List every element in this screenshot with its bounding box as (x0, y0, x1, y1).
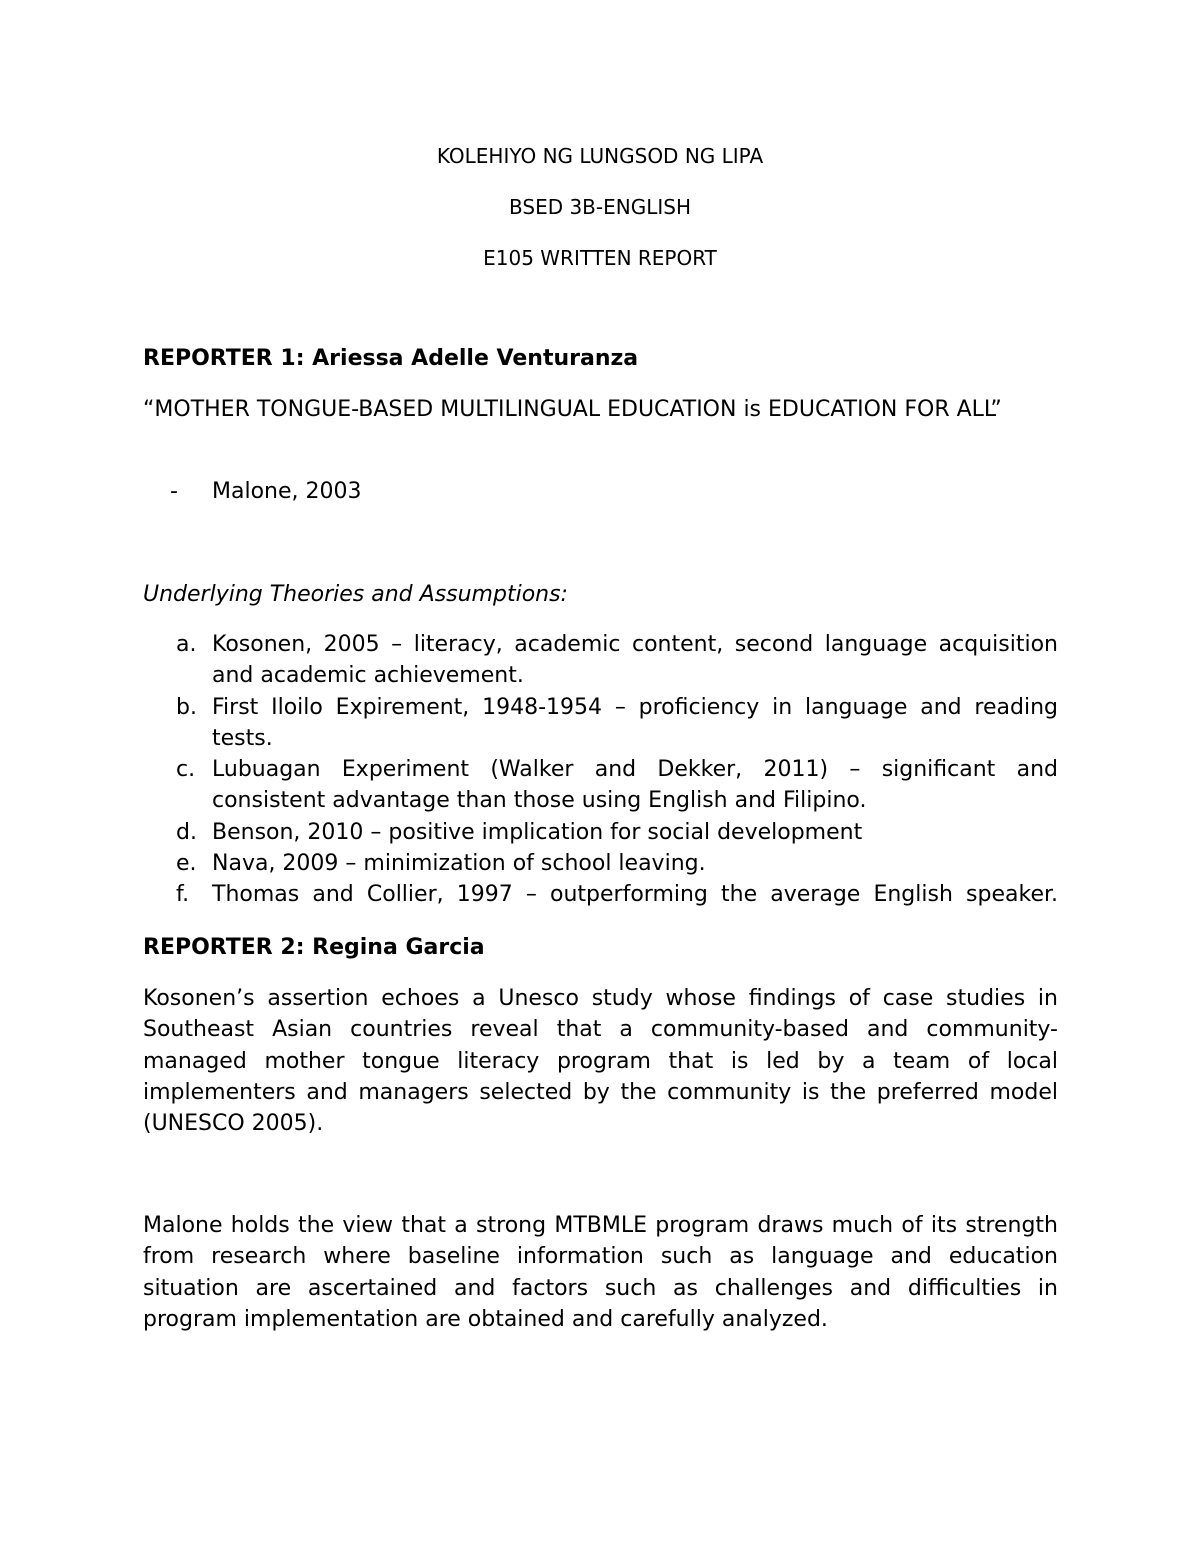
list-item (143, 692, 1058, 755)
list-item-text: Nava, 2009 – minimization of school leaving. (212, 851, 706, 877)
attribution-text: Malone, 2003 (212, 479, 362, 504)
theories-list (143, 629, 1058, 911)
list-item-text: First Iloilo Expirement, 1948-1954 – proficiency in language and reading tests. (212, 694, 1058, 751)
list-marker: c. (176, 757, 196, 783)
reporter-1-quote: “MOTHER TONGUE-BASED MULTILINGUAL EDUCATION is EDUCATION FOR ALL” (143, 397, 1002, 422)
reporter-2-paragraph-1: Kosonen’s assertion echoes a Unesco study whose findings of case studies in Southeast Asian countries reveal that a community-based and community-managed mother tongue literacy program that is led by a team of local implementers and managers selected by the community is the preferred model (UNESCO 2005). (143, 986, 1058, 1137)
list-marker: b. (176, 694, 197, 720)
report-title: E105 WRITTEN REPORT (483, 246, 717, 270)
list-item (143, 879, 1058, 910)
quote-attribution (170, 478, 362, 506)
list-item-text: Thomas and Collier, 1997 – outperforming the average English speaker. (212, 882, 1058, 908)
list-marker: d. (176, 819, 197, 845)
class-section: BSED 3B-ENGLISH (509, 195, 691, 219)
list-item (143, 629, 1058, 692)
attribution-dash: - (170, 479, 178, 504)
list-marker: e. (176, 851, 197, 877)
list-marker: f. (176, 882, 190, 908)
theories-heading: Underlying Theories and Assumptions: (143, 582, 568, 607)
reporter-2-paragraph-2: Malone holds the view that a strong MTBMLE program draws much of its strength from research where baseline information such as language and education situation are ascertained and factors such as challenges and difficulties in program implementation are obtained and carefully analyzed. (143, 1213, 1058, 1332)
institution-name: KOLEHIYO NG LUNGSOD NG LIPA (436, 144, 764, 168)
list-item (143, 817, 1058, 848)
list-item (143, 754, 1058, 817)
list-marker: a. (176, 632, 197, 657)
reporter-1-heading: REPORTER 1: Ariessa Adelle Venturanza (143, 346, 639, 371)
list-item-text: Kosonen, 2005 – literacy, academic content, second language acquisition and academic achievement. (212, 632, 1058, 689)
list-item-text: Lubuagan Experiment (Walker and Dekker, 2011) – significant and consistent advantage than those using English and Filipino. (212, 757, 1058, 814)
list-item-text: Benson, 2010 – positive implication for social development (212, 819, 863, 845)
list-item (143, 848, 1058, 879)
reporter-2-heading: REPORTER 2: Regina Garcia (143, 935, 485, 960)
